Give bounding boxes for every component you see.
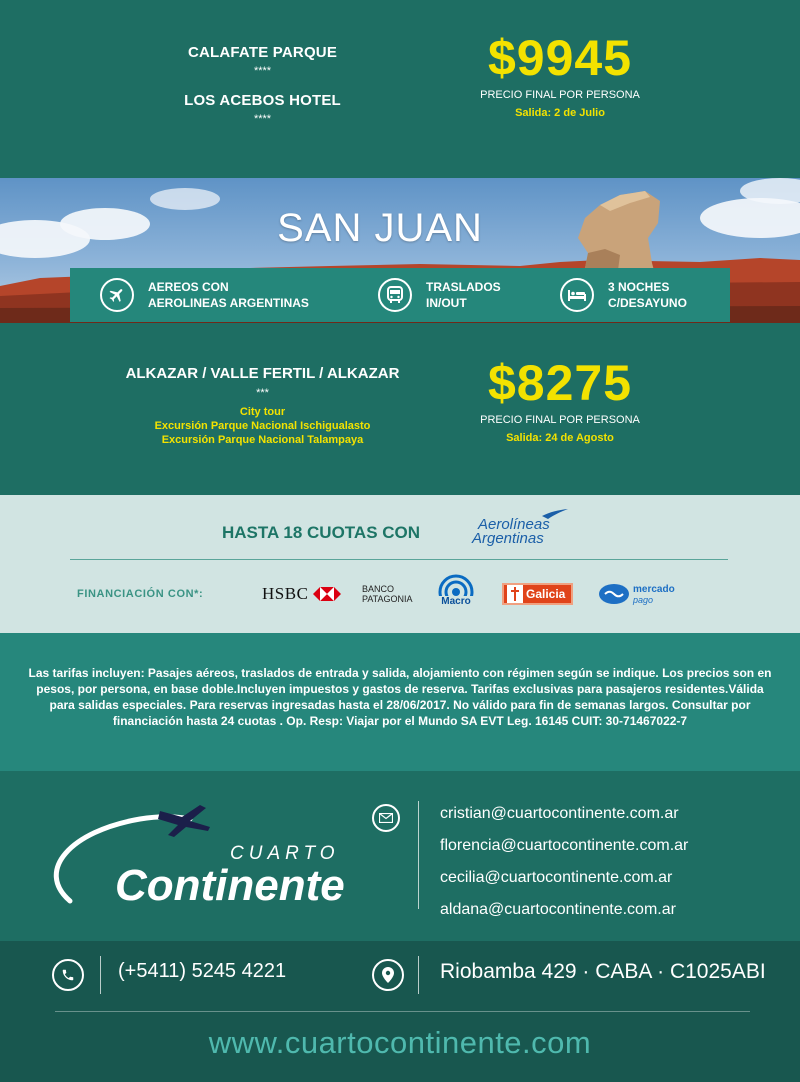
route-block bbox=[95, 365, 430, 447]
divider bbox=[418, 801, 419, 909]
financing-label: FINANCIACIÓN CON*: bbox=[77, 588, 204, 600]
feature-label: AEREOS CON AEROLINEAS ARGENTINAS bbox=[148, 280, 309, 310]
contact-section bbox=[0, 771, 800, 941]
divider bbox=[55, 1011, 750, 1012]
divider bbox=[418, 956, 419, 994]
hotel-name: CALAFATE PARQUE bbox=[187, 44, 338, 61]
price-note: PRECIO FINAL POR PERSONA bbox=[480, 414, 640, 426]
destination-title: SAN JUAN bbox=[277, 206, 483, 250]
price: $8275 bbox=[487, 355, 633, 411]
feature-label: 3 NOCHES C/DESAYUNO bbox=[608, 280, 687, 310]
address: Riobamba 429 · CABA · C1025ABI bbox=[440, 960, 766, 983]
feature-transfers bbox=[378, 268, 501, 322]
hotel-list bbox=[130, 44, 395, 140]
route-name: ALKAZAR / VALLE FERTIL / ALKAZAR bbox=[125, 365, 400, 382]
phone-icon bbox=[52, 959, 84, 991]
package-calafate bbox=[0, 0, 800, 178]
feature-label: TRASLADOS IN/OUT bbox=[426, 280, 501, 310]
bus-icon bbox=[378, 278, 412, 312]
email-list bbox=[440, 798, 688, 926]
hsbc-logo: HSBC bbox=[262, 577, 341, 611]
features-bar bbox=[70, 268, 730, 322]
package-san-juan bbox=[0, 323, 800, 495]
price: $9945 bbox=[487, 30, 633, 86]
divider bbox=[100, 956, 101, 994]
location-pin-icon bbox=[372, 959, 404, 991]
feature-flights bbox=[100, 268, 309, 322]
excursion-item: City tour bbox=[239, 406, 286, 418]
airplane-icon bbox=[100, 278, 134, 312]
logo-text-bottom: Continente bbox=[115, 861, 345, 910]
banco-patagonia-logo: BANCO PATAGONIA bbox=[362, 584, 413, 604]
price-block bbox=[450, 30, 670, 119]
hotel-name: LOS ACEBOS HOTEL bbox=[184, 92, 341, 109]
logo-text-top: CUARTO bbox=[230, 843, 340, 864]
san-juan-banner bbox=[0, 178, 800, 323]
departure-date: Salida: 24 de Agosto bbox=[506, 432, 614, 444]
excursion-list bbox=[95, 405, 430, 447]
bed-icon bbox=[560, 278, 594, 312]
email-link[interactable]: cristian@cuartocontinente.com.ar bbox=[440, 805, 679, 822]
excursion-item: Excursión Parque Nacional Talampaya bbox=[161, 434, 364, 446]
divider bbox=[70, 559, 728, 560]
mercado-pago-logo: mercado pago bbox=[598, 577, 675, 611]
price-note: PRECIO FINAL POR PERSONA bbox=[480, 89, 640, 101]
cuarto-continente-logo bbox=[40, 791, 345, 921]
financing-section bbox=[0, 495, 800, 633]
installments-headline: HASTA 18 CUOTAS CON bbox=[222, 523, 421, 542]
feature-nights bbox=[560, 268, 687, 322]
terms-text: Las tarifas incluyen: Pasajes aéreos, traslados de entrada y salida, alojamiento con régimen según se indique. Los precios son en pesos, por persona, en base doble.Incluyen impuestos y gastos de reserva. Tarifas exclusivas para pasajeros residentes.Válida para salidas especiales. Para reservas ingresadas hasta el 28/06/2017. No válido para fin de semanas largos. Consultar por financiación hasta 24 cuotas . Op. Resp: Viajar por el Mundo SA EVT Leg. 16145 CUIT: 30-71467022-7 bbox=[28, 666, 772, 728]
legal-section bbox=[0, 633, 800, 771]
email-link[interactable]: florencia@cuartocontinente.com.ar bbox=[440, 837, 689, 854]
hotel-stars: **** bbox=[253, 65, 272, 77]
price-block bbox=[450, 355, 670, 444]
hotel-stars: **** bbox=[253, 113, 272, 125]
phone-number[interactable]: (+5411) 5245 4221 bbox=[118, 960, 287, 982]
macro-logo: Macro bbox=[438, 573, 474, 607]
departure-date: Salida: 2 de Julio bbox=[515, 107, 605, 119]
hotel-stars: *** bbox=[256, 387, 269, 399]
mail-icon bbox=[372, 804, 400, 832]
email-link[interactable]: cecilia@cuartocontinente.com.ar bbox=[440, 869, 673, 886]
website-link[interactable]: www.cuartocontinente.com bbox=[208, 1025, 592, 1060]
email-link[interactable]: aldana@cuartocontinente.com.ar bbox=[440, 901, 676, 918]
footer-section bbox=[0, 941, 800, 1082]
excursion-item: Excursión Parque Nacional Ischigualasto bbox=[154, 420, 371, 432]
galicia-logo: Galicia bbox=[502, 577, 573, 611]
aerolineas-argentinas-logo: Aerolíneas Argentinas bbox=[470, 507, 570, 547]
